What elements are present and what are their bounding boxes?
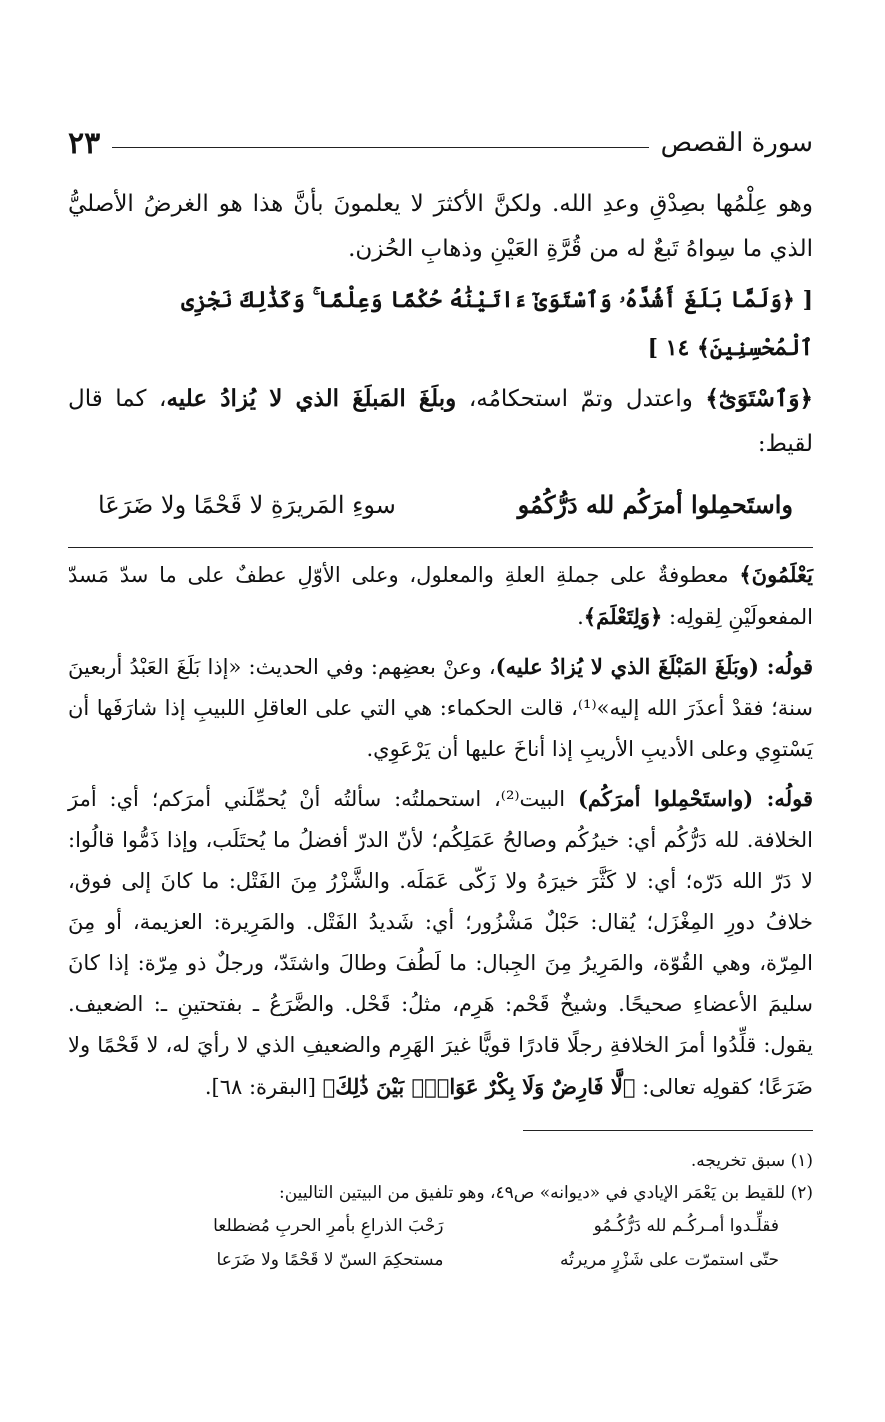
c1-end: . <box>577 605 584 629</box>
quran-word: ﴿وَٱسْتَوَىٰٓ﴾ <box>705 385 813 412</box>
poem-hemistich-1: واستَحمِلوا أمرَكُم لله دَرُّكُمُو <box>517 490 793 519</box>
para2-mid: واعتدل وتمّ استحكامُه، <box>456 386 706 412</box>
header-rule <box>112 147 648 148</box>
c2-lead: قولُه: (وبَلَغَ المَبْلَغَ الذي لا يُزادُ عليه) <box>495 654 813 679</box>
c3-quran: ﴿لَّا فَارِضٌ وَلَا بِكْرٌ عَوَانٌۢ بَيْنَ ذَٰلِكَ﴾ <box>322 1074 636 1099</box>
surah-title: سورة القصص <box>660 128 813 158</box>
para2-bold: وبلَغَ المَبلَغَ الذي لا يُزادُ عليه <box>166 385 457 412</box>
c1-text: معطوفةٌ على جملةِ العلةِ والمعلول، وعلى الأوّلِ عطفٌ على ما سدّ مَسدّ المفعولَيْنِ لِقولِه: <box>68 563 813 629</box>
footnote-2: (٢) للقيط بن يَعْمَر الإيادي في «ديوانه» ص٤٩، وهو تلفيق من البيتين التاليين: <box>279 1183 813 1203</box>
footnote-poem-line: مستحكِمَ السنّ لا قَحْمًا ولا ضَرَعا <box>216 1250 444 1270</box>
c2-text: ، وعنْ بعضِهم: وفي الحديث: «إذا بَلَغَ العَبْدُ أربعينَ سنة؛ فقدْ أعذَرَ الله إليه»⁽¹⁾، قالت الحكماء: هي التي على العاقلِ اللبيبِ إذا شارَفَها أن يَسْتوِي وعلى الأديبِ الأريبِ إذا أناخَ عليها أن يَرْعَوِي. <box>68 655 813 761</box>
footnote-1: (١) سبق تخريجه. <box>690 1151 813 1171</box>
para2-end: ، كما قال لقيط: <box>68 386 813 457</box>
commentary-3 <box>68 778 813 1108</box>
footnote-poem <box>68 1209 813 1277</box>
c3-lead: قولُه: (واستَحْمِلوا أمرَكُم) <box>577 786 813 811</box>
page-number: ٢٣ <box>68 125 101 161</box>
poem-hemistich-2: سوءِ المَريرَةِ لا قَحْمًا ولا ضَرَعَا <box>98 491 396 519</box>
commentary-divider <box>68 547 813 548</box>
footnote-poem-line: حتّى استمرّت على شَزْرٍ مريرتُه <box>560 1250 779 1270</box>
main-paragraph-2 <box>68 376 813 467</box>
running-header <box>68 118 813 168</box>
c3-ref: [البقرة: ٦٨]. <box>204 1075 323 1099</box>
c3-text: البيت⁽²⁾، استحملتُه: سألتُه أنْ يُحمِّلَني أمرَكم؛ أي: أمرَ الخلافة. لله دَرُّكُم أي: خيرُكُم وصالحُ عَمَلِكُم؛ لأنّ الدرّ أفضلُ ما يُحتَلَب، وإذا ذَمُّوا قالُوا: لا دَرّ الله دَرّه؛ أي: لا كَثَّرَ خيرَهُ ولا زَكّى عَمَلَه. والشَّزْرُ مِنَ الفَتْل: ما كانَ إلى فوق، خلافُ دورِ المِغْزَل؛ يُقال: حَبْلٌ مَشْزُور؛ أي: شَديدُ الفَتْل. والمَرِيرة: العزيمة، أو مِنَ المِرّة، وهي القُوّة، والمَرِيرُ مِنَ الجِبال: ما لَطُفَ وطالَ واشتَدّ، ورجلٌ ذو مِرّة: إذا كانَ سليمَ الأعضاءِ صحيحًا. وشيخٌ قَحْم: هَرِم، مثلُ: قَحْل. والضَّرَعُ ـ بفتحتينِ ـ: الضعيف. يقول: قلِّدُوا أمرَ الخلافةِ رجلًا قادرًا قويًّا غيرَ الهَرِم والضعيفِ الذي لا رأيَ له، لا قَحْمًا ولا ضَرَعًا؛ كقولِه تعالى: <box>68 787 813 1099</box>
poem-line <box>98 477 793 533</box>
commentary-1 <box>68 554 813 638</box>
footnote-poem-line: رَحْبَ الذراعِ بأمرِ الحربِ مُضطلعا <box>213 1216 444 1236</box>
c1-quran: يَعْلَمُونَ﴾ <box>739 562 813 587</box>
c1-quran-2: ﴿وَلِتَعْلَمَ﴾ <box>583 604 663 629</box>
footnote-poem-line: فقلِّـدوا أمـركُـم لله دَرُّكُـمُو <box>593 1216 779 1236</box>
commentary-2 <box>68 646 813 770</box>
footnote-rule <box>523 1130 813 1131</box>
main-paragraph-1: وهو عِلْمُها بصِدْقِ وعدِ الله. ولكنَّ الأكثرَ لا يعلمونَ بأنَّ هذا هو الغرضُ الأصليُّ الذي ما سِواهُ تَبعٌ له من قُرَّةِ العَيْنِ وذهابِ الحُزن. <box>68 191 813 262</box>
quran-verse: [ ﴿وَلَمَّا بَلَغَ أَشُدَّهُۥ وَٱسْتَوَىٰٓ ءَاتَيْنَٰهُ حُكْمًا وَعِلْمًا ۚ وَكَذَٰلِكَ نَجْزِى ٱلْمُحْسِنِينَ﴾ ١٤ ] <box>181 287 813 361</box>
